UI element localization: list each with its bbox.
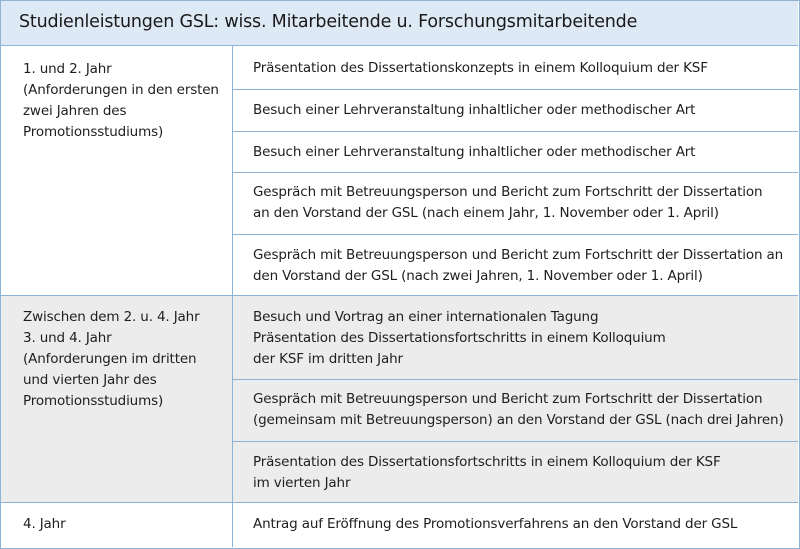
requirement-cell: [233, 295, 798, 379]
requirement-text: Antrag auf Eröffnung des Promotionsverfahrens an den Vorstand der GSL: [253, 516, 738, 532]
requirement-text: Besuch einer Lehrveranstaltung inhaltlicher oder methodischer Art: [253, 144, 696, 160]
requirement-text: Präsentation des Dissertationskonzepts in einem Kolloquium der KSF: [253, 60, 708, 76]
requirement-text: Besuch einer Lehrveranstaltung inhaltlicher oder methodischer Art: [253, 102, 696, 118]
requirement-text: Gespräch mit Betreuungsperson und Bericht zum Fortschritt der Dissertation an den Vorstand der GSL (nach einem Jahr, 1. November oder 1. April): [253, 184, 763, 221]
period-cell-year-4: [1, 502, 232, 547]
requirement-cell: [233, 379, 798, 441]
requirement-text: Gespräch mit Betreuungsperson und Bericht zum Fortschritt der Dissertation an den Vorstand der GSL (nach zwei Jahren, 1. November oder 1. April): [253, 247, 784, 284]
table-header: [1, 1, 798, 46]
table-title: Studienleistungen GSL: wiss. Mitarbeitende u. Forschungsmitarbeitende: [19, 12, 638, 32]
period-label: 4. Jahr: [23, 516, 66, 532]
period-cell-year-1-2: [1, 46, 232, 295]
requirement-text: Gespräch mit Betreuungsperson und Bericht zum Fortschritt der Dissertation (gemeinsam mit Betreuungsperson) an den Vorstand der GSL (nach drei Jahren): [253, 391, 784, 428]
requirement-cell: [233, 46, 798, 89]
requirement-cell: [233, 89, 798, 131]
requirement-cell: [233, 172, 798, 234]
period-label: 1. und 2. Jahr (Anforderungen in den ersten zwei Jahren des Promotionsstudiums): [23, 61, 219, 140]
requirement-cell: [233, 131, 798, 172]
requirement-text: Besuch und Vortrag an einer internationalen Tagung Präsentation des Dissertationsfortschritts in einem Kolloquium der KSF im dritten Jahr: [253, 309, 666, 367]
requirement-text: Präsentation des Dissertationsfortschritts in einem Kolloquium der KSF im vierten Jahr: [253, 454, 721, 491]
requirement-cell: [233, 441, 798, 502]
requirement-cell: [233, 234, 798, 295]
requirement-cell: [233, 502, 798, 547]
period-label: Zwischen dem 2. u. 4. Jahr 3. und 4. Jahr (Anforderungen im dritten und vierten Jahr des Promotionsstudiums): [23, 309, 200, 409]
column-divider: [232, 46, 233, 547]
period-cell-year-3-4: [1, 295, 232, 502]
